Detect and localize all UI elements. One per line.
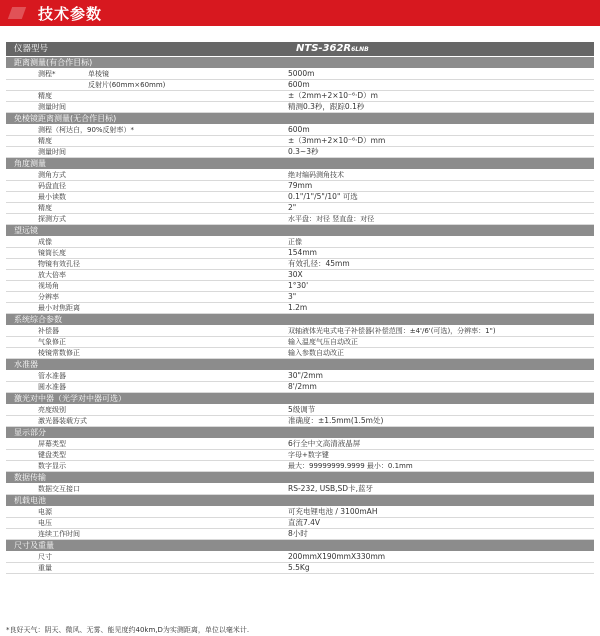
spec-row <box>6 405 594 416</box>
spec-label: 补偿器 <box>38 327 59 335</box>
section-title: 激光对中器（光学对中器可选） <box>14 394 126 403</box>
section-header <box>6 225 594 237</box>
spec-value: 双轴液体光电式电子补偿器(补偿范围：±4'/6'(可选)，分辨率：1") <box>288 327 496 335</box>
spec-row <box>6 484 594 495</box>
spec-value: 0.3~3秒 <box>288 147 319 156</box>
section-header <box>6 113 594 125</box>
spec-row <box>6 292 594 303</box>
spec-value: ±（3mm+2×10⁻⁶·D）mm <box>288 136 386 145</box>
section-title: 距离测量(有合作目标) <box>14 58 93 67</box>
section-header <box>6 393 594 405</box>
spec-value: 8'/2mm <box>288 382 317 391</box>
spec-row <box>6 192 594 203</box>
section-title: 显示部分 <box>14 428 46 437</box>
spec-row <box>6 125 594 136</box>
spec-row <box>6 147 594 158</box>
spec-row <box>6 337 594 348</box>
model-name: NTS-362R6LNB <box>296 43 369 54</box>
spec-label: 亮度级别 <box>38 406 66 414</box>
spec-label: 测量时间 <box>38 148 66 156</box>
page-title: 技术参数 <box>38 5 103 23</box>
section-header <box>6 427 594 439</box>
spec-label: 成像 <box>38 238 52 246</box>
section-header <box>6 359 594 371</box>
spec-label: 探测方式 <box>38 215 66 223</box>
spec-label: 重量 <box>38 564 52 572</box>
spec-label: 测程* <box>38 70 56 78</box>
spec-row <box>6 529 594 540</box>
spec-value: 输入参数自动改正 <box>288 349 344 357</box>
spec-row <box>6 303 594 314</box>
spec-value: 5级调节 <box>288 405 316 414</box>
spec-value: 600m <box>288 125 310 134</box>
spec-label: 测程（柯达白，90%反射率）* <box>38 126 135 134</box>
spec-value: 有效孔径：45mm <box>288 259 350 268</box>
spec-label: 测量时间 <box>38 103 66 111</box>
spec-label: 棱镜常数修正 <box>38 349 80 357</box>
spec-label: 最小读数 <box>38 193 66 201</box>
spec-sublabel: 单棱镜 <box>88 70 109 78</box>
spec-row <box>6 170 594 181</box>
spec-row <box>6 439 594 450</box>
spec-value: 5.5Kg <box>288 563 310 572</box>
spec-row <box>6 248 594 259</box>
spec-row <box>6 214 594 225</box>
section-header <box>6 158 594 170</box>
spec-value: 精测0.3秒，跟踪0.1秒 <box>288 102 365 111</box>
section-title: 望远镜 <box>14 226 38 235</box>
spec-value: 3" <box>288 292 297 301</box>
spec-label: 数字显示 <box>38 462 66 470</box>
spec-label: 镜筒长度 <box>38 249 66 257</box>
table-header-row <box>6 42 594 57</box>
spec-label: 键盘类型 <box>38 451 66 459</box>
section-header <box>6 314 594 326</box>
spec-row <box>6 102 594 113</box>
spec-row <box>6 382 594 393</box>
spec-row <box>6 507 594 518</box>
section-header <box>6 540 594 552</box>
spec-value: 输入温度气压自动改正 <box>288 338 358 346</box>
spec-value: 1.2m <box>288 303 308 312</box>
spec-table <box>6 42 594 574</box>
section-title: 系统综合参数 <box>14 315 62 324</box>
spec-value: 79mm <box>288 181 313 190</box>
spec-value: 0.1"/1"/5"/10" 可选 <box>288 192 358 201</box>
spec-row <box>6 136 594 147</box>
spec-row <box>6 416 594 427</box>
section-header <box>6 472 594 484</box>
spec-sublabel: 反射片(60mm×60mm) <box>88 81 166 89</box>
spec-row <box>6 259 594 270</box>
spec-value: 200mmX190mmX330mm <box>288 552 386 561</box>
spec-row <box>6 203 594 214</box>
spec-label: 连续工作时间 <box>38 530 80 538</box>
spec-row <box>6 270 594 281</box>
section-title: 水准器 <box>14 360 38 369</box>
spec-value: 2" <box>288 203 297 212</box>
spec-row <box>6 181 594 192</box>
section-title: 角度测量 <box>14 159 46 168</box>
spec-row <box>6 461 594 472</box>
spec-value: 1°30' <box>288 281 309 290</box>
spec-value: RS-232, USB,SD卡,蓝牙 <box>288 484 373 493</box>
spec-value: 最大：99999999.9999 最小：0.1mm <box>288 462 413 470</box>
spec-value: 可充电锂电池 / 3100mAH <box>288 507 378 516</box>
spec-label: 测角方式 <box>38 171 66 179</box>
spec-value: 8小时 <box>288 529 308 538</box>
spec-row <box>6 80 594 91</box>
spec-value: 字母+数字键 <box>288 451 329 459</box>
spec-row <box>6 348 594 359</box>
spec-value: 正像 <box>288 238 302 246</box>
spec-value: ±（2mm+2×10⁻⁶·D）m <box>288 91 378 100</box>
spec-label: 激光器装载方式 <box>38 417 87 425</box>
spec-row <box>6 518 594 529</box>
spec-label: 精度 <box>38 92 52 100</box>
spec-label: 分辨率 <box>38 293 59 301</box>
spec-label: 气象修正 <box>38 338 66 346</box>
spec-value: 30"/2mm <box>288 371 323 380</box>
spec-label: 电源 <box>38 508 52 516</box>
section-title: 免棱镜距离测量(无合作目标) <box>14 114 117 123</box>
spec-value: 准确度：±1.5mm(1.5m处) <box>288 416 384 425</box>
spec-label: 管水准器 <box>38 372 66 380</box>
spec-value: 154mm <box>288 248 317 257</box>
spec-row <box>6 237 594 248</box>
spec-label: 圆水准器 <box>38 383 66 391</box>
section-title: 数据传输 <box>14 473 46 482</box>
spec-label: 尺寸 <box>38 553 52 561</box>
spec-row <box>6 450 594 461</box>
spec-row <box>6 281 594 292</box>
spec-label: 最小对焦距离 <box>38 304 80 312</box>
spec-label: 屏幕类型 <box>38 440 66 448</box>
spec-value: 直流7.4V <box>288 518 321 527</box>
spec-label: 精度 <box>38 137 52 145</box>
spec-row <box>6 371 594 382</box>
section-title: 机载电池 <box>14 496 46 505</box>
spec-value: 水平盘：对径 竖直盘：对径 <box>288 215 375 223</box>
spec-label: 视场角 <box>38 282 59 290</box>
section-title: 尺寸及重量 <box>14 541 54 550</box>
spec-label: 放大倍率 <box>38 271 66 279</box>
spec-row <box>6 552 594 563</box>
spec-label: 物镜有效孔径 <box>38 260 80 268</box>
section-header <box>6 57 594 69</box>
spec-row <box>6 69 594 80</box>
spec-label: 码盘直径 <box>38 182 66 190</box>
title-bar <box>0 0 600 26</box>
spec-label: 精度 <box>38 204 52 212</box>
spec-row <box>6 91 594 102</box>
spec-value: 30X <box>288 270 303 279</box>
spec-row <box>6 326 594 337</box>
footnote: *良好天气：阴天、微风、无雾、能见度约40km,D为实测距离，单位以毫米计. <box>6 626 250 634</box>
spec-value: 绝对编码测角技术 <box>288 171 344 179</box>
spec-label: 电压 <box>38 519 52 527</box>
title-decoration <box>8 7 26 19</box>
spec-row <box>6 563 594 574</box>
model-label: 仪器型号 <box>14 44 49 54</box>
section-header <box>6 495 594 507</box>
spec-value: 6行全中文高清液晶屏 <box>288 439 361 448</box>
spec-label: 数据交互接口 <box>38 485 80 493</box>
spec-value: 600m <box>288 80 310 89</box>
spec-value: 5000m <box>288 69 315 78</box>
